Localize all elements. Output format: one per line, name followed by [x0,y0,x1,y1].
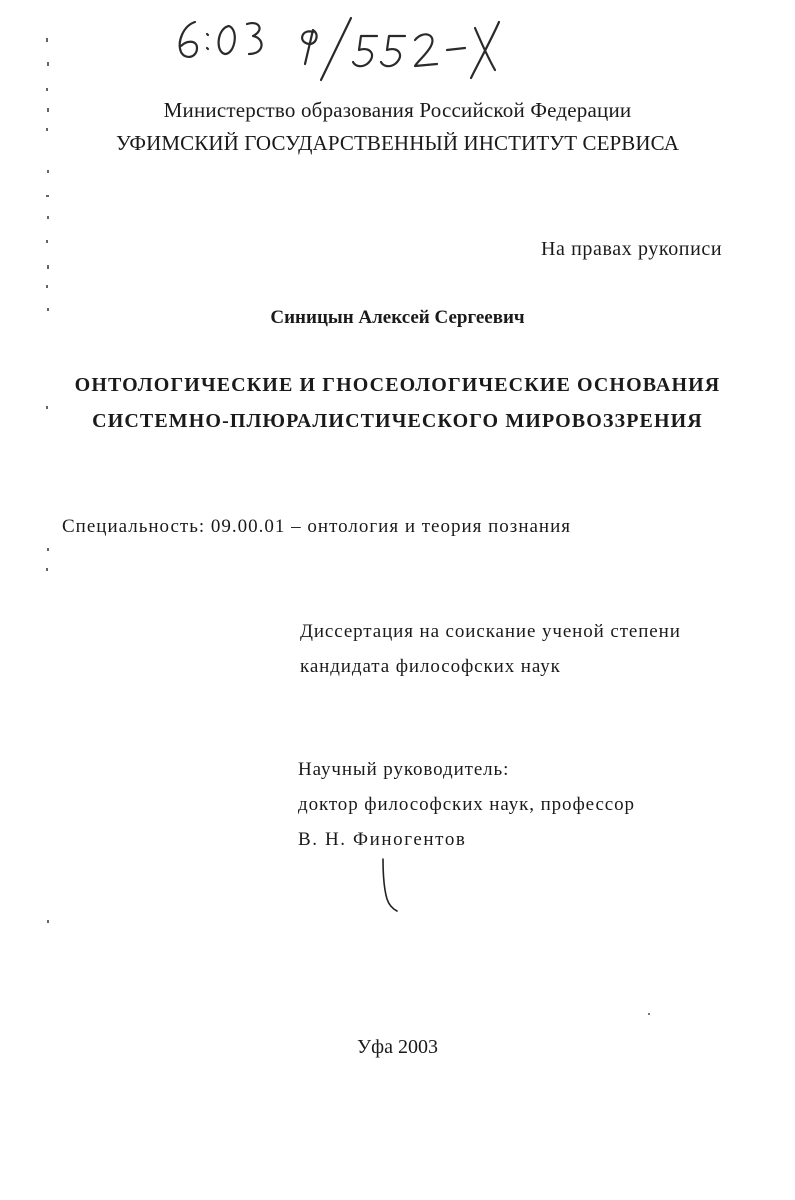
supervisor-label: Научный руководитель: [298,759,510,780]
scan-speck [640,1005,660,1025]
rights-note: На правах рукописи [541,238,723,260]
handwritten-library-code [165,8,525,88]
specialty: Специальность: 09.00.01 – онтология и теория познания [62,516,571,537]
supervisor-degree: доктор философских наук, профессор [298,794,635,815]
place-and-year: Уфа 2003 [357,1036,438,1058]
ministry-name: Министерство образования Российской Федерации [163,98,632,122]
dissertation-title-line-2: СИСТЕМНО-ПЛЮРАЛИСТИЧЕСКОГО МИРОВОЗЗРЕНИЯ [92,410,703,432]
signature-pen-mark [375,855,405,915]
author-name: Синицын Алексей Сергеевич [270,307,525,328]
dissertation-title-line-1: ОНТОЛОГИЧЕСКИЕ И ГНОСЕОЛОГИЧЕСКИЕ ОСНОВАНИЯ [74,374,721,396]
degree-statement-line-1: Диссертация на соискание ученой степени [300,621,681,642]
supervisor-name: В. Н. Финогентов [298,829,467,850]
margin-scan-marks [38,20,58,960]
degree-statement-line-2: кандидата философских наук [300,656,561,677]
institute-name: УФИМСКИЙ ГОСУДАРСТВЕННЫЙ ИНСТИТУТ СЕРВИСА [115,131,680,155]
